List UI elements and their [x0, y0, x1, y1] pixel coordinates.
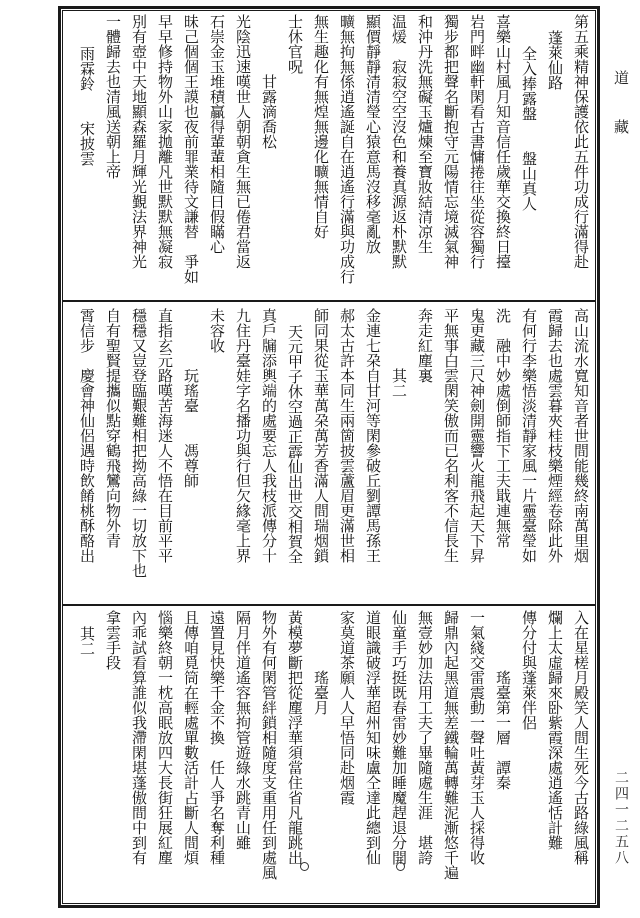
text-column: 蓬萊仙路 [546, 30, 564, 90]
text-column: 和沖丹洗無礙玉爐煉至寶妝結清凉生 [416, 14, 434, 254]
text-column: 高山流水寬知音者世間能幾終南萬里烟 [572, 308, 590, 563]
text-column: 奔走紅塵裏 [416, 308, 434, 383]
text-column: 玩瑤臺 馮尊師 [182, 368, 200, 488]
text-column: 歸鼎內起黑道無差鐵輪萬轉難泥漸悠千遍 [442, 610, 460, 880]
circle-mark [396, 862, 405, 871]
text-panel-middle [64, 308, 594, 600]
text-column: 岩門畔幽軒閑看古書慵捲往坐從容獨行 [468, 14, 486, 269]
text-column: 爛上太虛歸來卧紫霞深處逍遙恬計難 [546, 610, 564, 850]
text-column: 獨步都把聲名斷抱守元陽情忘境滅氣神 [442, 14, 460, 269]
text-column: 士休官呪 [286, 14, 304, 74]
text-column: 雨霖鈴 宋披雲 [78, 46, 96, 166]
text-column: 師同果從玉華萬朶萬芳香滿人間瑞烟鎖 [312, 308, 330, 563]
text-column: 洗 融中妙處倒師指下工夫戢連無常 [494, 308, 512, 548]
text-column: 直指玄元路嘆苦海迷人不悟在目前平平 [156, 308, 174, 563]
text-column: 昧己個個王謨也夜前罪業待文謙替 爭如 [182, 14, 200, 284]
panel-divider-bottom [62, 604, 596, 606]
text-column: 喜樂山村風月知音信任歲華交換終日擡 [494, 14, 512, 269]
text-column: 一氣綫交雷震動一聲吐黃芽玉人採得收 [468, 610, 486, 865]
text-column: 早早修持物外山家拋離凡世默默無凝寂 [156, 14, 174, 269]
margin-page-number: 二四一二五八 [613, 770, 629, 866]
text-column: 郝太古許本同生兩箇披雲蘆眉更滿世相 [338, 308, 356, 563]
text-column: 温煖 寂寂空空沒色和養真源返朴默默 [390, 14, 408, 269]
text-column: 黃模夢斷把從塵浮華須當住省凡龍跳出 [286, 610, 304, 865]
circle-mark [300, 862, 309, 871]
text-column: 全入捧露盤 盤山真人 [520, 46, 538, 211]
text-column: 第五乘精神保護依此五件功成行滿得赴 [572, 14, 590, 269]
text-column: 拿雲手段 [104, 610, 122, 670]
text-column: 內乖試看算誰似我滯閑堪蓬傲間中到有 [130, 610, 148, 865]
text-column: 入在星槎月殿笑人間生死今古路綠風稱 [572, 610, 590, 865]
text-column: 霞歸去也處雲暮夾桂枝樂煙經卷除此外 [546, 308, 564, 563]
text-panel-top [64, 14, 594, 296]
text-column: 物外有何閑管絆鎖相隨度支重用任到處風 [260, 610, 278, 880]
text-column: 一體歸去也清風送朝上帝 [104, 14, 122, 179]
text-panel-bottom [64, 610, 594, 900]
text-column: 甘露滴喬松 [260, 74, 278, 149]
text-column: 有何行李樂悟淡清靜家風一片靈臺瑩如 [520, 308, 538, 563]
text-column: 且傳咱覓筒在輕處單數活計占斷人間煩 [182, 610, 200, 865]
text-column: 仙童手巧挺既春雷妙難加睡魔趕退分開 [390, 610, 408, 865]
panel-divider-top [62, 300, 596, 302]
text-column: 顯價靜靜清清瑩心猿意馬沒移毫亂放 [364, 14, 382, 254]
text-column: 石崇金玉堆積贏得輩輩相隨日假瞞心 [208, 14, 226, 254]
text-column: 瑤臺月 [312, 670, 330, 715]
text-column: 遠置見快樂千金不換 任人爭名奪利種 [208, 610, 226, 865]
text-column: 無生趣化有無煌無邊化曠無情自好 [312, 14, 330, 239]
text-column: 金連七朶自甘河等閑參破丘劉譚馬孫王 [364, 308, 382, 563]
margin-title: 道藏 [612, 70, 630, 168]
text-column: 傳分付與蓬萊伴侶 [520, 610, 538, 730]
text-column: 道眼識破浮華超州知味盧仝達此總到仙 [364, 610, 382, 865]
text-column: 別有壺中天地顯森羅月輝光覲法界神光 [130, 14, 148, 269]
text-column: 其二 [78, 626, 96, 656]
text-column: 霄信步 慶會神仙侶遇時飲餚桃酥酪出 [78, 308, 96, 563]
text-column: 真戶牖添輿端的處要忘人我枝派傳分十 [260, 308, 278, 563]
text-column: 平無事白雲閑笑傲而已名利客不信長生 [442, 308, 460, 563]
text-column: 惱樂終朝一枕高眠放四大長街狂展紅塵 [156, 610, 174, 865]
text-column: 未容收 [208, 308, 226, 353]
text-column: 自有聖賢提攜似點穿鶴飛鸞向物外青 [104, 308, 122, 548]
text-column: 光陰迅速嘆世人朝朝貪生無已倦君當返 [234, 14, 252, 269]
text-column: 九住丹臺娃字名播功與行但欠緣毫上界 [234, 308, 252, 563]
text-column: 隔月伴道遙容無拘管遊綠水跳青山雖 [234, 610, 252, 850]
text-column: 穩穩又豈登臨艱難相把拗高綠一切放下也 [130, 308, 148, 578]
text-column: 家莫道茶願人人早悟同赴烟霞 [338, 610, 356, 805]
text-column: 鬼更藏三尺神劍開靈響火龍飛起天下昇 [468, 308, 486, 563]
text-column: 無壹妙加法用工夫了畢隨處生涯 堪誇 [416, 610, 434, 865]
text-column: 曠無拘無係逍遙誕自在逍遙行滿與功成行 [338, 14, 356, 284]
text-column: 天元甲子休空過正霹仙出世交相賀全 [286, 324, 304, 564]
text-column: 其二 [390, 368, 408, 398]
text-column: 瑤臺第一層 譚秦 [494, 670, 512, 790]
